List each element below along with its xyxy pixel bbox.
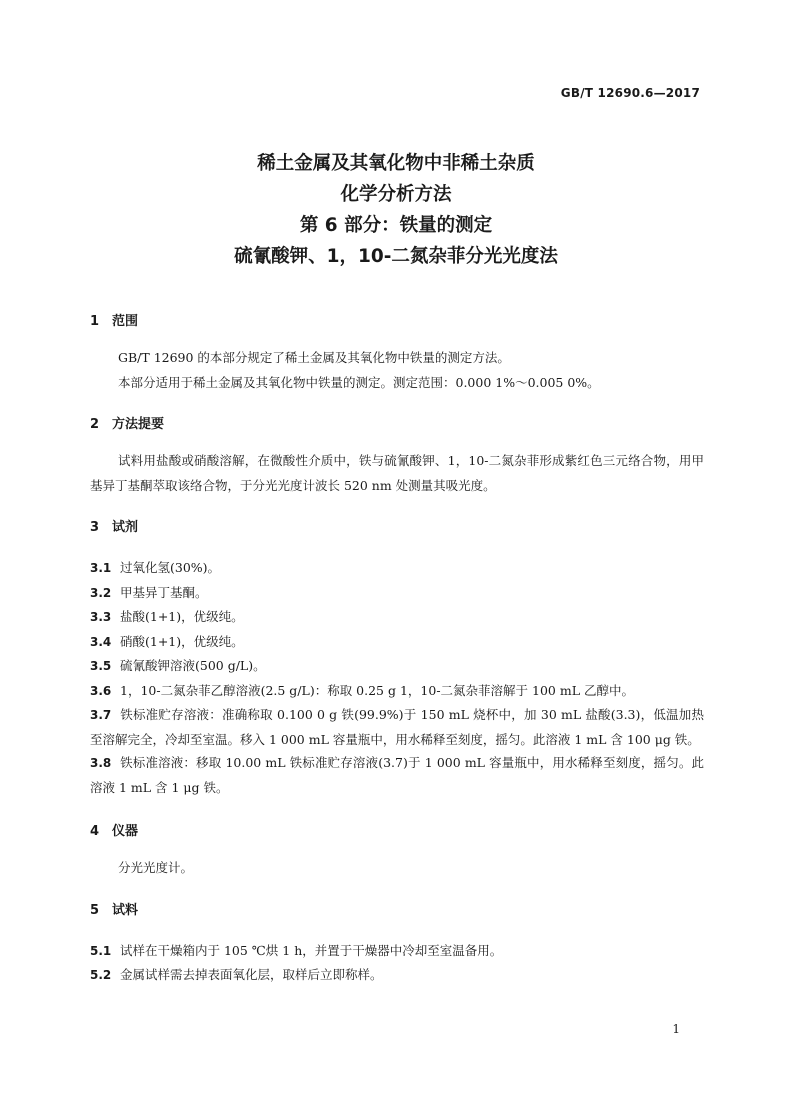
item-number: 3.8	[90, 756, 112, 770]
item-text: 过氧化氢(30%)。	[120, 560, 221, 575]
section-title: 仪器	[112, 824, 139, 839]
document-title	[0, 148, 792, 272]
title-line-1: 稀土金属及其氧化物中非稀土杂质	[257, 153, 535, 174]
section-3-heading	[90, 518, 704, 538]
item-number: 5.1	[90, 943, 112, 958]
section-2-heading	[90, 415, 704, 435]
list-item	[90, 939, 704, 964]
page-number: 1	[672, 1022, 680, 1036]
item-number: 3.3	[90, 610, 112, 624]
item-text: 硫氰酸钾溶液(500 g/L)。	[120, 658, 266, 673]
item-number: 3.1	[90, 561, 112, 575]
section-1-heading	[90, 312, 704, 332]
paragraph: 分光光度计。	[118, 860, 194, 875]
item-text: 试样在干燥箱内于 105 ℃烘 1 h，并置于干燥器中冷却至室温备用。	[120, 942, 503, 958]
section-title: 试剂	[112, 520, 139, 535]
item-text: 甲基异丁基酮。	[120, 584, 208, 600]
title-line-2: 化学分析方法	[340, 184, 452, 205]
item-text: 硝酸(1+1)，优级纯。	[120, 633, 244, 649]
list-item	[90, 751, 704, 799]
title-line-4: 硫氰酸钾、1，10-二氮杂菲分光光度法	[234, 246, 558, 267]
item-number: 5.2	[90, 968, 112, 982]
document-body	[90, 312, 704, 988]
item-text: 金属试样需去掉表面氧化层，取样后立即称样。	[120, 967, 383, 982]
item-number: 3.5	[90, 659, 112, 673]
list-item	[90, 605, 704, 630]
section-4-heading	[90, 822, 704, 842]
list-item	[90, 703, 704, 751]
standard-code: GB/T 12690.6—2017	[560, 86, 700, 100]
item-text: 盐酸(1+1)，优级纯。	[120, 609, 244, 624]
section-5-heading	[90, 901, 704, 921]
title-line-3: 第 6 部分：铁量的测定	[299, 215, 493, 236]
section-number: 3	[90, 520, 100, 535]
list-item	[90, 581, 704, 606]
list-item	[90, 963, 704, 988]
paragraph: 试料用盐酸或硝酸溶解，在微酸性介质中，铁与硫氰酸钾、1，10-二氮杂菲形成紫红色三元络合物，用甲基异丁基酮萃取该络合物，于分光光度计波长 520 nm 处测量其吸光度。	[90, 453, 704, 493]
item-number: 3.4	[90, 634, 112, 649]
list-item	[90, 679, 704, 704]
section-number: 4	[90, 824, 100, 839]
section-title: 范围	[112, 314, 139, 329]
section-number: 1	[90, 314, 100, 329]
list-item	[90, 556, 704, 581]
item-number: 3.7	[90, 708, 112, 722]
item-number: 3.2	[90, 585, 112, 600]
section-number: 2	[90, 417, 100, 432]
list-item	[90, 654, 704, 679]
paragraph: 本部分适用于稀土金属及其氧化物中铁量的测定。测定范围：0.000 1%～0.005 0%。	[118, 374, 600, 390]
list-item	[90, 630, 704, 655]
item-text: 铁标准贮存溶液：准确称取 0.100 0 g 铁(99.9%)于 150 mL 烧杯中，加 30 mL 盐酸(3.3)，低温加热至溶解完全，冷却至室温。移入 1 000 mL 容量瓶中，用水稀释至刻度，摇匀。此溶液 1 mL 含 100 μg 铁。	[90, 707, 704, 747]
section-title: 方法提要	[112, 417, 165, 432]
paragraph: GB/T 12690 的本部分规定了稀土金属及其氧化物中铁量的测定方法。	[118, 350, 510, 365]
section-title: 试料	[112, 902, 139, 918]
section-number: 5	[90, 902, 100, 918]
item-number: 3.6	[90, 683, 112, 698]
item-text: 铁标准溶液：移取 10.00 mL 铁标准贮存溶液(3.7)于 1 000 mL 容量瓶中，用水稀释至刻度，摇匀。此溶液 1 mL 含 1 μg 铁。	[90, 755, 704, 795]
item-text: 1，10-二氮杂菲乙醇溶液(2.5 g/L)：称取 0.25 g 1，10-二氮杂菲溶解于 100 mL 乙醇中。	[120, 682, 634, 698]
